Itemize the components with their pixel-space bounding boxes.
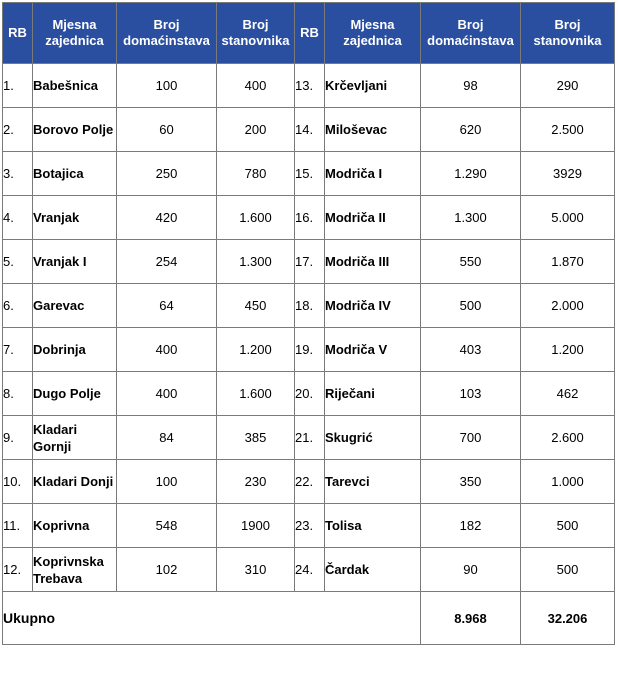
households-count: 500	[421, 284, 521, 328]
community-name: Dobrinja	[33, 328, 117, 372]
row-number: 2.	[3, 108, 33, 152]
households-count: 400	[117, 328, 217, 372]
households-count: 182	[421, 504, 521, 548]
community-name: Vranjak	[33, 196, 117, 240]
community-name: Borovo Polje	[33, 108, 117, 152]
row-number: 11.	[3, 504, 33, 548]
table-row	[3, 108, 615, 152]
households-count: 102	[117, 548, 217, 592]
households-count: 1.300	[421, 196, 521, 240]
row-number: 17.	[295, 240, 325, 284]
residents-count: 3929	[521, 152, 615, 196]
households-count: 548	[117, 504, 217, 548]
community-name: Skugrić	[325, 416, 421, 460]
community-name: Čardak	[325, 548, 421, 592]
row-number: 10.	[3, 460, 33, 504]
community-name: Dugo Polje	[33, 372, 117, 416]
row-number: 9.	[3, 416, 33, 460]
residents-count: 500	[521, 548, 615, 592]
header-households-right: Broj domaćinstava	[421, 3, 521, 64]
row-number: 21.	[295, 416, 325, 460]
residents-count: 1900	[217, 504, 295, 548]
community-name: Koprivna	[33, 504, 117, 548]
row-number: 20.	[295, 372, 325, 416]
residents-count: 450	[217, 284, 295, 328]
residents-count: 310	[217, 548, 295, 592]
row-number: 8.	[3, 372, 33, 416]
community-name: Modriča IV	[325, 284, 421, 328]
table-row	[3, 416, 615, 460]
households-count: 620	[421, 108, 521, 152]
table-row	[3, 460, 615, 504]
residents-count: 1.600	[217, 372, 295, 416]
households-count: 420	[117, 196, 217, 240]
table-row	[3, 372, 615, 416]
header-community-left: Mjesna zajednica	[33, 3, 117, 64]
community-name: Kladari Gornji	[33, 416, 117, 460]
residents-count: 5.000	[521, 196, 615, 240]
table-row	[3, 196, 615, 240]
residents-count: 200	[217, 108, 295, 152]
households-count: 400	[117, 372, 217, 416]
residents-count: 1.200	[521, 328, 615, 372]
row-number: 3.	[3, 152, 33, 196]
residents-count: 780	[217, 152, 295, 196]
row-number: 24.	[295, 548, 325, 592]
households-count: 98	[421, 64, 521, 108]
residents-count: 462	[521, 372, 615, 416]
residents-count: 1.600	[217, 196, 295, 240]
households-count: 90	[421, 548, 521, 592]
row-number: 22.	[295, 460, 325, 504]
households-count: 550	[421, 240, 521, 284]
total-row	[3, 592, 615, 645]
header-row	[3, 3, 615, 64]
table-row	[3, 284, 615, 328]
row-number: 7.	[3, 328, 33, 372]
total-residents: 32.206	[521, 592, 615, 645]
table-row	[3, 240, 615, 284]
community-name: Riječani	[325, 372, 421, 416]
community-name: Koprivnska Trebava	[33, 548, 117, 592]
households-count: 103	[421, 372, 521, 416]
header-residents-left: Broj stanovnika	[217, 3, 295, 64]
community-name: Modriča I	[325, 152, 421, 196]
households-count: 403	[421, 328, 521, 372]
table-header	[3, 3, 615, 64]
community-name: Kladari Donji	[33, 460, 117, 504]
row-number: 1.	[3, 64, 33, 108]
community-name: Miloševac	[325, 108, 421, 152]
header-rb-left: RB	[3, 3, 33, 64]
residents-count: 385	[217, 416, 295, 460]
table-row	[3, 548, 615, 592]
row-number: 12.	[3, 548, 33, 592]
row-number: 16.	[295, 196, 325, 240]
community-name: Vranjak I	[33, 240, 117, 284]
households-count: 700	[421, 416, 521, 460]
table-row	[3, 152, 615, 196]
residents-count: 2.600	[521, 416, 615, 460]
header-rb-right: RB	[295, 3, 325, 64]
community-name: Modriča V	[325, 328, 421, 372]
row-number: 14.	[295, 108, 325, 152]
households-count: 100	[117, 460, 217, 504]
row-number: 4.	[3, 196, 33, 240]
residents-count: 290	[521, 64, 615, 108]
households-count: 250	[117, 152, 217, 196]
table-row	[3, 328, 615, 372]
residents-count: 1.870	[521, 240, 615, 284]
row-number: 5.	[3, 240, 33, 284]
header-households-left: Broj domaćinstava	[117, 3, 217, 64]
row-number: 18.	[295, 284, 325, 328]
community-name: Modriča II	[325, 196, 421, 240]
households-count: 64	[117, 284, 217, 328]
community-name: Krčevljani	[325, 64, 421, 108]
residents-count: 2.000	[521, 284, 615, 328]
households-count: 350	[421, 460, 521, 504]
residents-count: 400	[217, 64, 295, 108]
table-body	[3, 64, 615, 592]
row-number: 15.	[295, 152, 325, 196]
residents-count: 500	[521, 504, 615, 548]
community-name: Botajica	[33, 152, 117, 196]
households-count: 60	[117, 108, 217, 152]
row-number: 23.	[295, 504, 325, 548]
residents-count: 230	[217, 460, 295, 504]
population-table	[2, 2, 615, 645]
households-count: 1.290	[421, 152, 521, 196]
row-number: 6.	[3, 284, 33, 328]
table-row	[3, 64, 615, 108]
community-name: Tarevci	[325, 460, 421, 504]
community-name: Tolisa	[325, 504, 421, 548]
community-name: Modriča III	[325, 240, 421, 284]
total-label: Ukupno	[3, 592, 421, 645]
row-number: 13.	[295, 64, 325, 108]
residents-count: 1.200	[217, 328, 295, 372]
total-households: 8.968	[421, 592, 521, 645]
community-name: Babešnica	[33, 64, 117, 108]
row-number: 19.	[295, 328, 325, 372]
households-count: 84	[117, 416, 217, 460]
residents-count: 1.000	[521, 460, 615, 504]
community-name: Garevac	[33, 284, 117, 328]
households-count: 254	[117, 240, 217, 284]
table-row	[3, 504, 615, 548]
residents-count: 2.500	[521, 108, 615, 152]
households-count: 100	[117, 64, 217, 108]
residents-count: 1.300	[217, 240, 295, 284]
header-residents-right: Broj stanovnika	[521, 3, 615, 64]
header-community-right: Mjesna zajednica	[325, 3, 421, 64]
